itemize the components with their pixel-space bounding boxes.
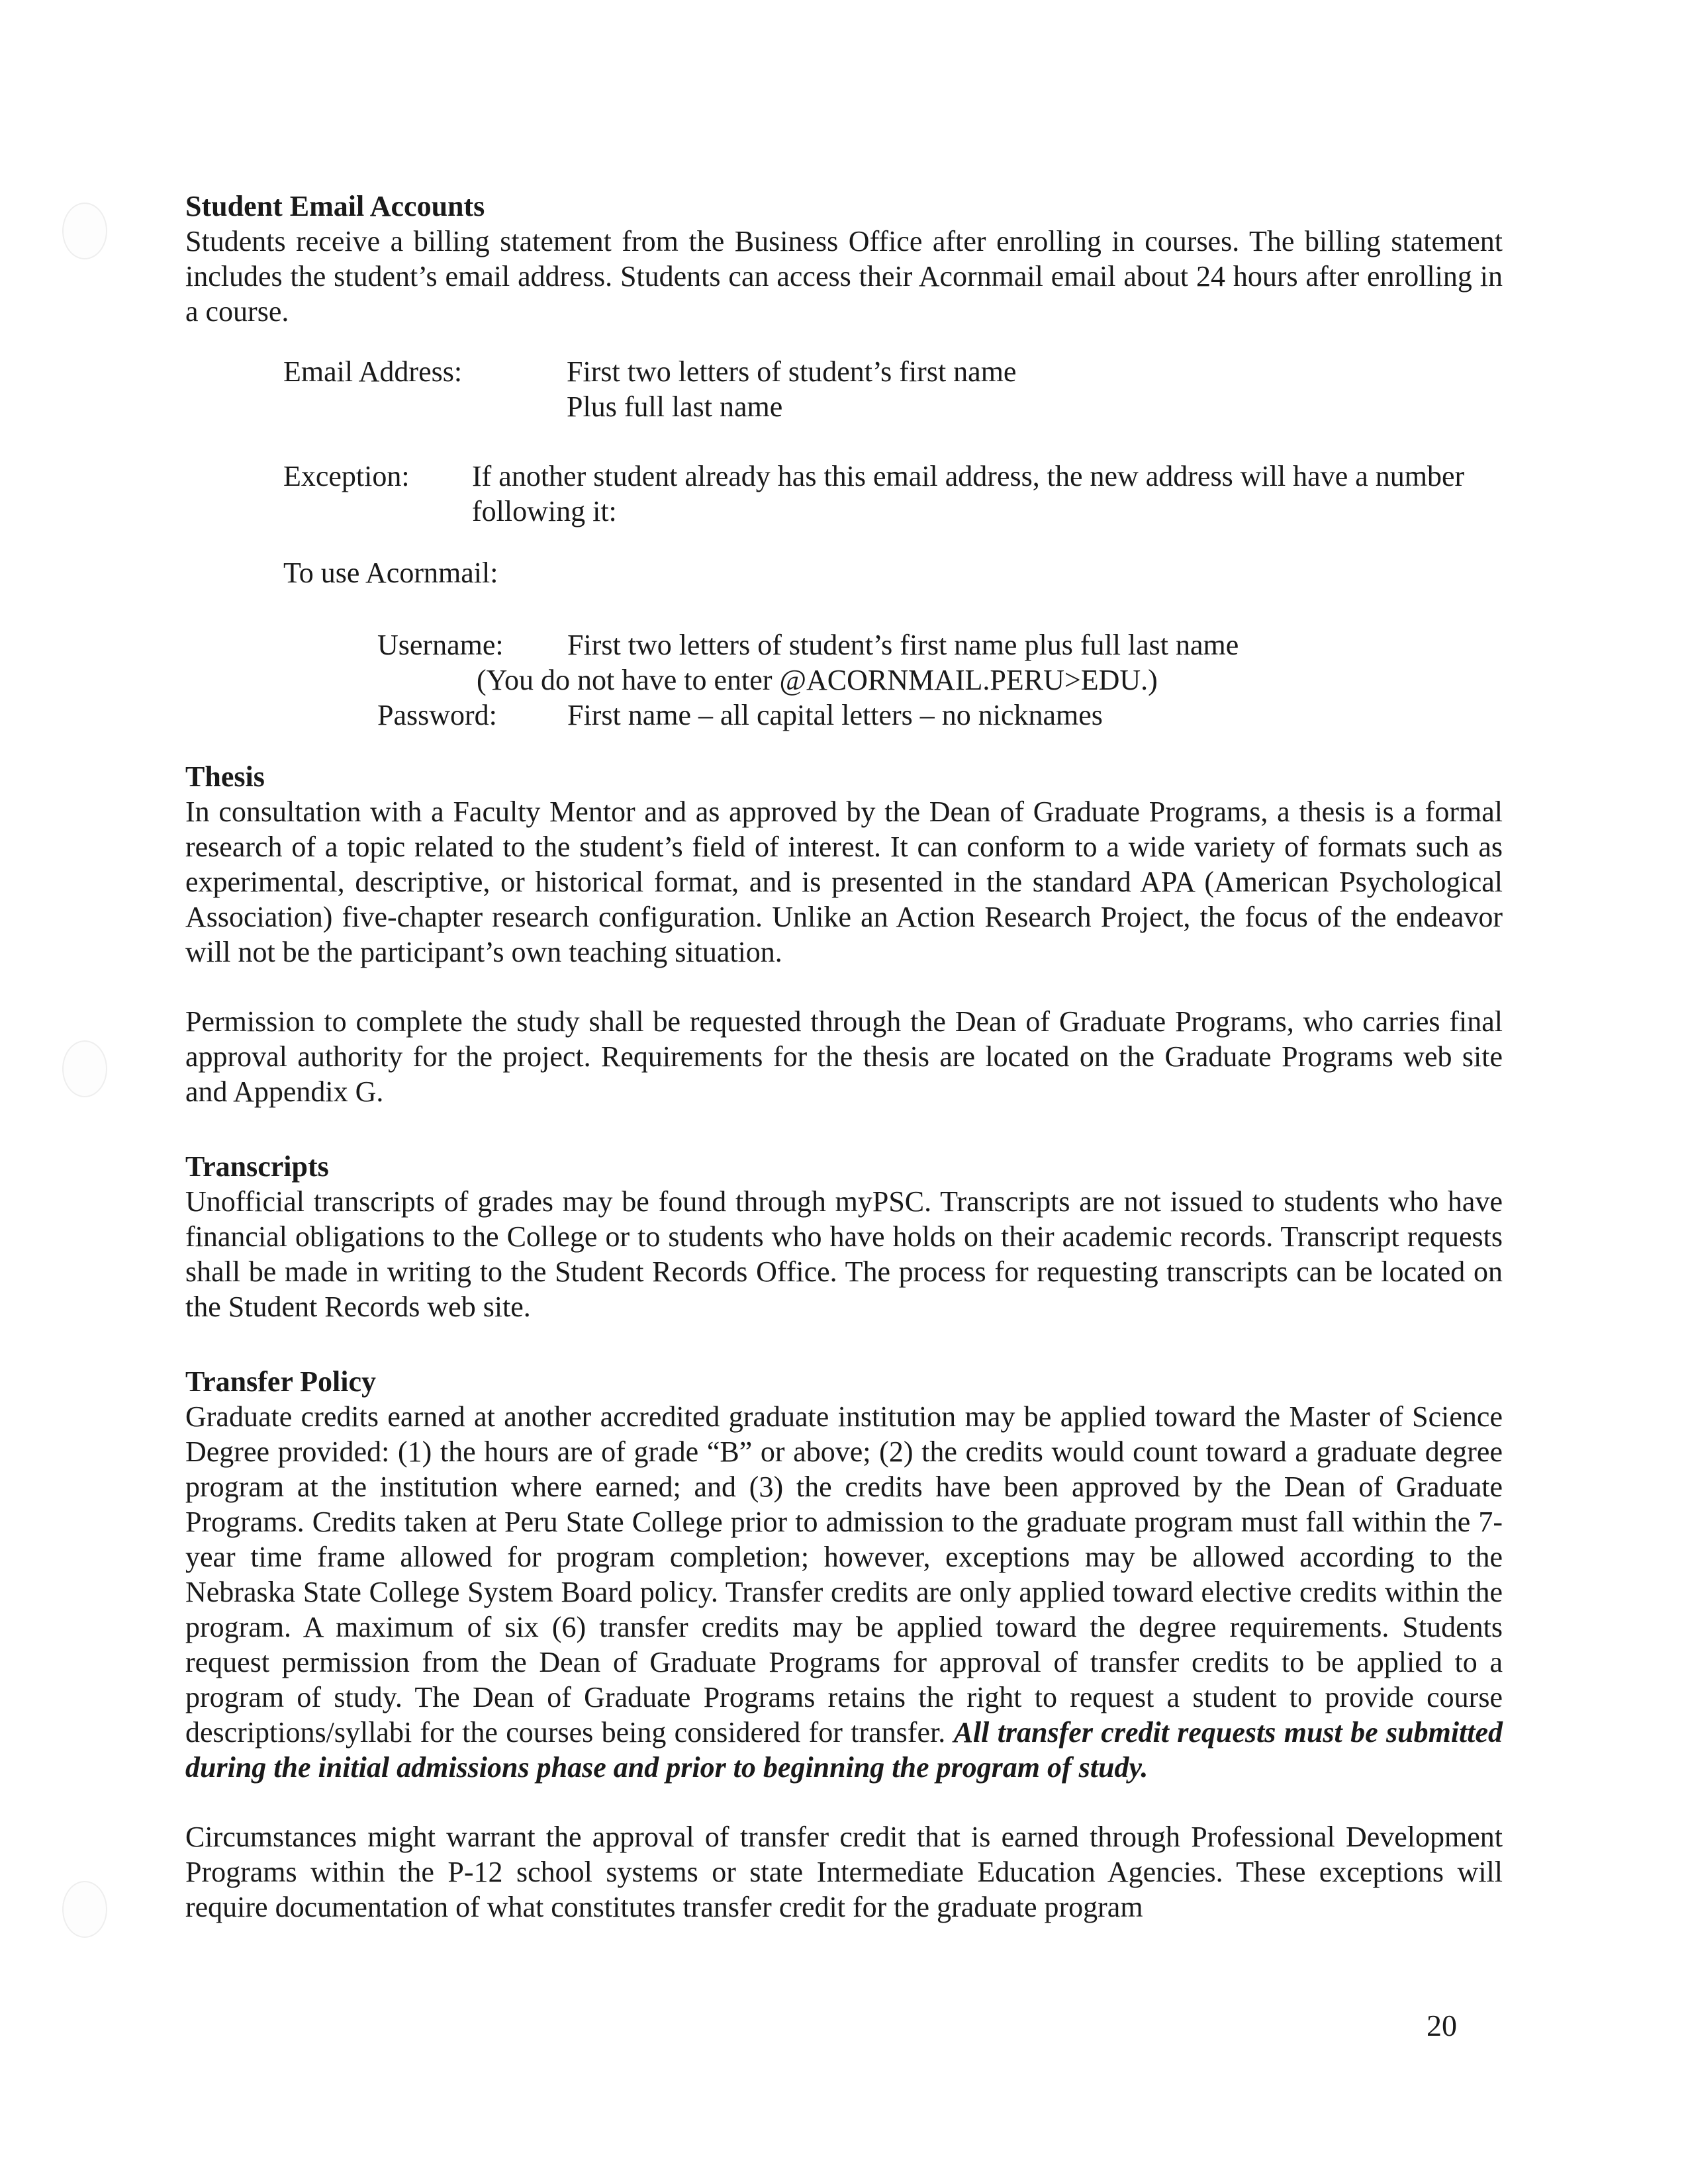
email-address-row — [283, 354, 1503, 424]
punch-hole-top — [62, 203, 107, 259]
transfer-policy-paragraph-2: Circumstances might warrant the approval of transfer credit that is earned through Professional Development Programs within the P-12 school systems or state Intermediate Education Agencies. These exceptions will require documentation of what constitutes transfer credit for the graduate program — [185, 1821, 1503, 1923]
transfer-policy-section — [185, 1364, 1503, 1925]
thesis-paragraph-1: In consultation with a Faculty Mentor and as approved by the Dean of Graduate Programs, a thesis is a formal research of a topic related to the student’s field of interest. It can conform to a wide variety of formats such as experimental, descriptive, or historical format, and is presented in the standard APA (American Psychological Association) five-chapter research configuration. Unlike an Action Research Project, the focus of the endeavor will not be the participant’s own teaching situation. — [185, 796, 1503, 968]
username-value: First two letters of student’s first name plus full last name — [567, 629, 1239, 661]
acornmail-credentials — [377, 627, 1503, 733]
username-note: (You do not have to enter @ACORNMAIL.PERU>EDU.) — [477, 664, 1158, 696]
to-use-acornmail-label: To use Acornmail: — [283, 557, 498, 589]
transfer-policy-paragraph-1-body: Graduate credits earned at another accredited graduate institution may be applied toward the Master of Science Degree provided: (1) the hours are of grade “B” or above; (2) the credits would count toward a graduate degree program at the institution where earned; and (3) the credits have been approved by the Dean of Graduate Programs. Credits taken at Peru State College prior to admission to the graduate program must fall within the 7-year time frame allowed for program completion; however, exceptions may be allowed according to the Nebraska State College System Board policy. Transfer credits are only applied toward elective credits within the program. A maximum of six (6) transfer credits may be applied toward the degree requirements. Students request permission from the Dean of Graduate Programs for approval of transfer credits to be applied to a program of study. The Dean of Graduate Programs retains the right to request a student to provide course descriptions/syllabi for the courses being considered for transfer. — [185, 1400, 1503, 1749]
exception-label: Exception: — [283, 460, 410, 492]
email-address-line1: First two letters of student’s first name — [567, 355, 1017, 388]
password-row — [377, 698, 1503, 733]
transfer-policy-paragraph-1 — [185, 1399, 1503, 1785]
exception-text: If another student already has this email address, the new address will have a number following it: — [472, 460, 1465, 527]
exception-row — [283, 459, 1503, 529]
transcripts-section — [185, 1149, 1503, 1324]
email-address-line2: Plus full last name — [567, 390, 783, 423]
transfer-policy-emphasis: All transfer credit requests must be submitted during the initial admissions phase and prior to beginning the program of study. — [185, 1716, 1503, 1784]
password-value: First name – all capital letters – no nicknames — [567, 699, 1103, 731]
email-address-value — [567, 354, 1016, 424]
thesis-paragraph-2: Permission to complete the study shall be requested through the Dean of Graduate Programs, who carries final approval authority for the project. Requirements for the thesis are located on the Graduate Programs web site and Appendix G. — [185, 1005, 1503, 1108]
email-address-label: Email Address: — [283, 355, 463, 388]
page-number: 20 — [1427, 2009, 1457, 2042]
username-row — [377, 627, 1503, 662]
email-accounts-section — [185, 189, 1503, 733]
username-label: Username: — [377, 629, 504, 661]
email-accounts-heading: Student Email Accounts — [185, 190, 485, 222]
punch-hole-middle — [62, 1040, 107, 1097]
punch-hole-bottom — [62, 1881, 107, 1938]
transcripts-paragraph: Unofficial transcripts of grades may be found through myPSC. Transcripts are not issued to students who have financial obligations to the College or to students who have holds on their academic records. Transcript requests shall be made in writing to the Student Records Office. The process for requesting transcripts can be located on the Student Records web site. — [185, 1185, 1503, 1323]
password-label: Password: — [377, 699, 497, 731]
transcripts-heading: Transcripts — [185, 1150, 329, 1183]
thesis-section — [185, 759, 1503, 1109]
thesis-heading: Thesis — [185, 760, 265, 793]
email-accounts-intro: Students receive a billing statement from the Business Office after enrolling in courses. The billing statement includes the student’s email address. Students can access their Acornmail email about 24 hours after enrolling in a course. — [185, 225, 1503, 328]
transfer-policy-heading: Transfer Policy — [185, 1365, 376, 1398]
document-page — [185, 189, 1503, 1925]
